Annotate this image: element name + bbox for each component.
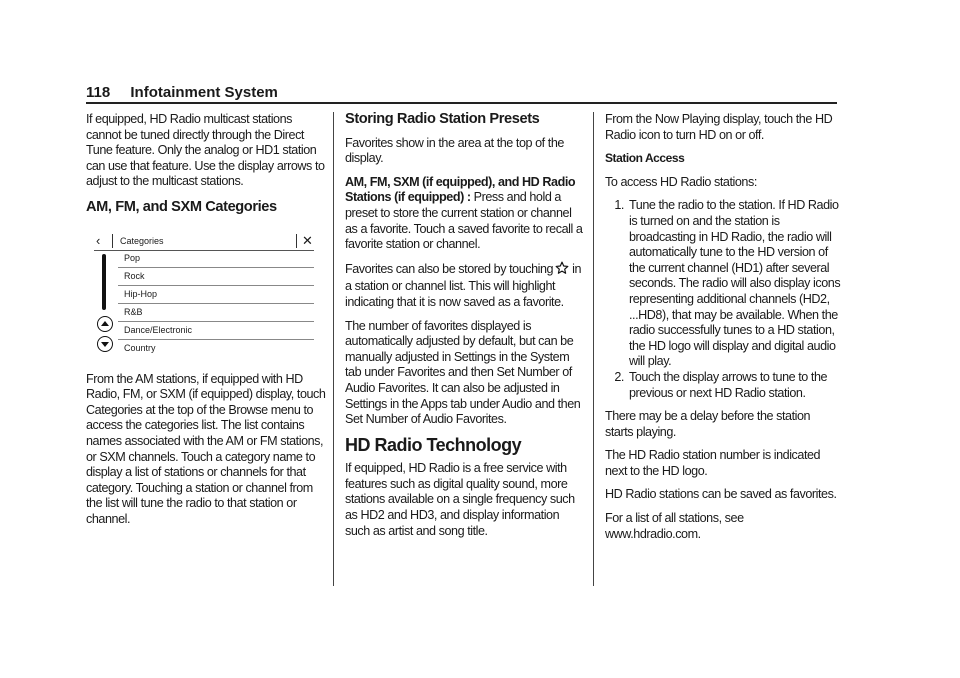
divider — [296, 234, 297, 248]
step-item: 2. Touch the display arrows to tune to the previous or next HD Radio station. — [627, 370, 841, 401]
bold-lead: AM, FM, SXM (if equipped), and HD Radio Stations (if equipped) : — [345, 174, 576, 205]
column-3 — [605, 112, 841, 550]
step-item: 1. Tune the radio to the station. If HD Radio is turned on and the station is broadcasting in HD Radio, the radio will automatically tune to the HD version of the current channel (HD1) after several seconds. The radio will also display icons representing additional channels (HD2, ...HD8), that may be available. When the radio successfully tunes to a HD station, the HD logo will display and digital audio will play. — [627, 198, 841, 370]
paragraph — [345, 261, 583, 311]
paragraph: From the Now Playing display, touch the HD Radio icon to turn HD on or off. — [605, 112, 833, 142]
category-item[interactable]: Rock — [118, 268, 314, 286]
categories-screen-illustration — [94, 232, 314, 358]
paragraph — [345, 175, 583, 253]
steps-list — [605, 198, 841, 401]
divider — [112, 234, 113, 248]
heading-categories: AM, FM, and SXM Categories — [86, 198, 277, 215]
scroll-down-icon[interactable] — [97, 336, 113, 352]
paragraph: If equipped, HD Radio multicast stations cannot be tuned directly through the Direct Tune feature. Only the analog or HD1 station can use that feature. Use the display arrows to adjust to the multicast stations. — [86, 112, 325, 189]
category-item[interactable]: Dance/Electronic — [118, 322, 314, 340]
paragraph-text: Press and hold a preset to store the current station or channel as a favorite. Touch a saved favorite to recall a favorite station or channel. — [345, 190, 583, 252]
close-icon[interactable]: ✕ — [302, 232, 313, 248]
subheading-station-access: Station Access — [605, 151, 685, 166]
screen-title: Categories — [120, 235, 164, 246]
scrollbar[interactable] — [102, 254, 106, 310]
column-1 — [86, 112, 326, 536]
paragraph: Favorites show in the area at the top of the display. — [345, 135, 564, 166]
scroll-up-icon[interactable] — [97, 316, 113, 332]
paragraph: For a list of all stations, see www.hdradio.com. — [605, 511, 744, 541]
paragraph: The number of favorites displayed is automatically adjusted by default, but can be manually adjusted in Settings in the System tab under Favorites and then Set Number of Audio Favorites. It can also be adjusted in Settings in the Apps tab under Audio and then Set Number of Audio Favorites. — [345, 318, 581, 427]
category-item[interactable]: Hip-Hop — [118, 286, 314, 304]
column-divider — [593, 112, 594, 586]
paragraph: If equipped, HD Radio is a free service with features such as digital quality sound, more stations available on a single frequency such as HD2 and HD3, and display information such as artist and song title. — [345, 461, 575, 538]
heading-presets: Storing Radio Station Presets — [345, 111, 540, 127]
paragraph: HD Radio stations can be saved as favorites. — [605, 487, 837, 502]
category-item[interactable]: Pop — [118, 250, 314, 268]
paragraph: To access HD Radio stations: — [605, 174, 757, 189]
category-list — [118, 250, 314, 358]
back-arrow-icon[interactable]: ‹ — [96, 232, 101, 248]
column-2 — [345, 112, 583, 547]
paragraph-text: Favorites can also be stored by touching — [345, 261, 554, 276]
heading-hd-radio: HD Radio Technology — [345, 434, 522, 455]
star-icon — [555, 261, 569, 280]
header-rule — [86, 102, 837, 104]
screen-topbar — [94, 232, 314, 251]
paragraph: The HD Radio station number is indicated next to the HD logo. — [605, 448, 821, 478]
paragraph: There may be a delay before the station starts playing. — [605, 409, 811, 439]
page-number: 118 — [86, 84, 111, 101]
paragraph-text: in a station or channel list. This will highlight indicating that it is now saved as a favorite. — [345, 261, 582, 309]
category-item[interactable]: R&B — [118, 304, 314, 322]
section-title: Infotainment System — [130, 84, 278, 101]
page-header — [86, 84, 278, 101]
category-item[interactable]: Country — [124, 342, 156, 353]
column-divider — [333, 112, 334, 586]
paragraph: From the AM stations, if equipped with HD Radio, FM, or SXM (if equipped) display, touch Categories at the top of the Browse menu to access the categories list. The list contains names associated with the AM or FM stations, or SXM channels. Touch a category name to display a list of stations or channels for that category. Touching a station or channel from the list will tune the radio to that station or channel. — [86, 371, 326, 526]
